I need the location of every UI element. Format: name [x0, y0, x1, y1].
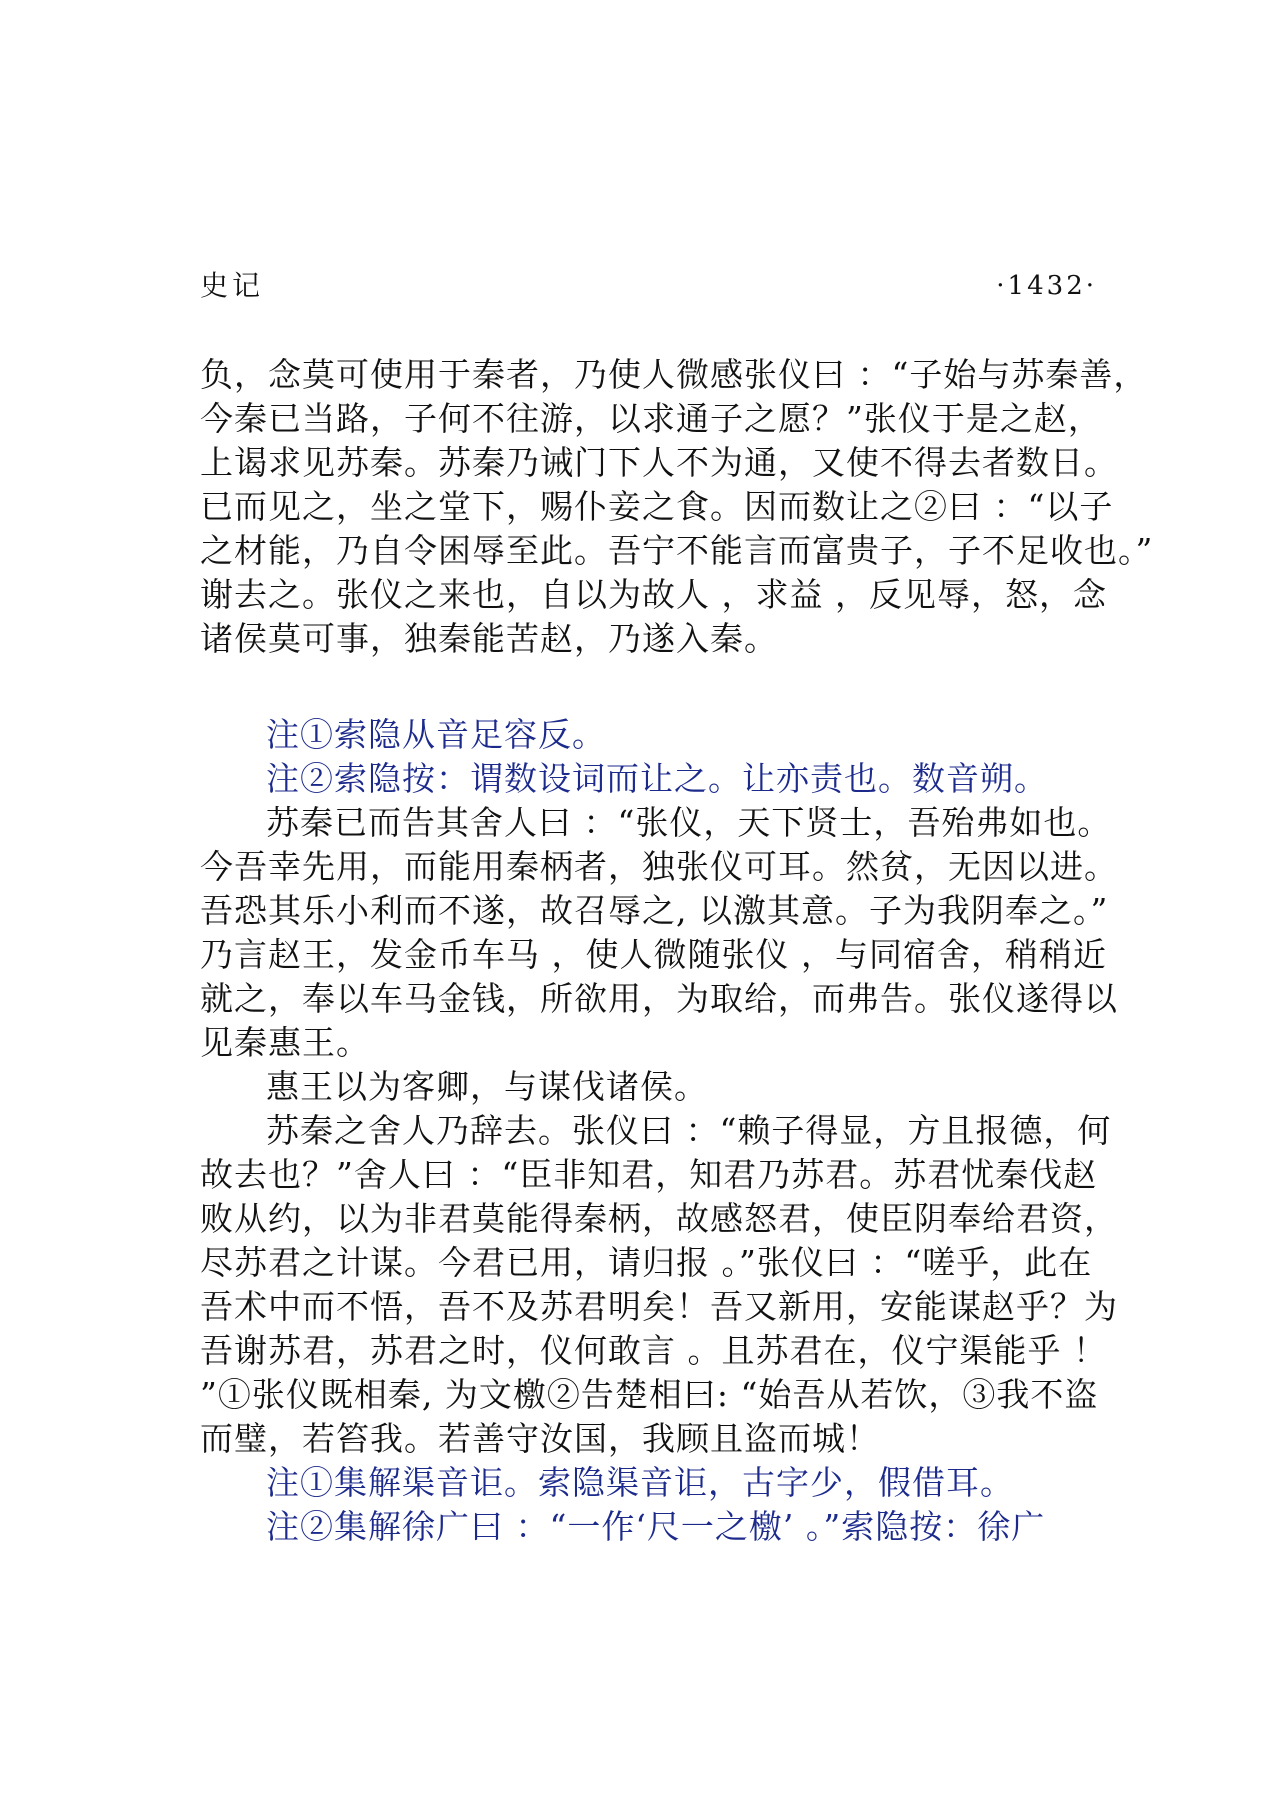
- text-line: 见秦惠王。: [200, 1023, 370, 1062]
- text-line: 谢去之。张仪之来也，自以为故人 ，求益 ，反见辱，怒，念: [200, 575, 1107, 614]
- text-line: 吾谢苏君，苏君之时，仪何敢言 。且苏君在，仪宁渠能乎 ！: [200, 1331, 1107, 1370]
- text-line: 已而见之，坐之堂下，赐仆妾之食。因而数让之②曰 ：“以子: [200, 487, 1114, 526]
- text-line: 故去也？”舍人曰 ：“臣非知君，知君乃苏君。苏君忧秦伐赵: [200, 1155, 1098, 1194]
- book-title: 史记: [200, 269, 265, 302]
- text-line: 今吾幸先用，而能用秦柄者，独张仪可耳。然贫，无因以进。: [200, 847, 1118, 886]
- annotation-line: 注②索隐按：谓数设词而让之。让亦责也。数音朔。: [266, 759, 1048, 798]
- text-line: 负，念莫可使用于秦者，乃使人微感张仪曰 ：“子始与苏秦善，: [200, 355, 1148, 394]
- text-line: 上谒求见苏秦。苏秦乃诫门下人不为通，又使不得去者数日。: [200, 443, 1118, 482]
- text-line: 乃言赵王，发金币车马 ，使人微随张仪 ，与同宿舍，稍稍近: [200, 935, 1107, 974]
- text-line: 尽苏君之计谋。今君已用，请归报 。”张仪曰 ：“嗟乎，此在: [200, 1243, 1093, 1282]
- text-line: 而璧，若笞我。若善守汝国，我顾且盗而城！: [200, 1419, 880, 1458]
- annotation-line: 注①索隐从音足容反。: [266, 715, 606, 754]
- text-line: 吾术中而不悟，吾不及苏君明矣！吾又新用，安能谋赵乎？为: [200, 1287, 1118, 1326]
- annotation-line: 注②集解徐广曰 ：“一作‘尺一之檄’ 。”索隐按：徐广: [266, 1507, 1046, 1546]
- text-line: 就之，奉以车马金钱，所欲用，为取给，而弗告。张仪遂得以: [200, 979, 1118, 1018]
- paragraph-gap: [200, 661, 1100, 713]
- text-line: 诸侯莫可事，独秦能苦赵，乃遂入秦。: [200, 619, 778, 658]
- text-line: 之材能，乃自令困辱至此。吾宁不能言而富贵子，子不足收也。”: [200, 531, 1154, 570]
- page-number: ·1432·: [996, 271, 1097, 301]
- text-line: ”①张仪既相秦, 为文檄②告楚相曰: “始吾从若饮，③我不盗: [200, 1375, 1099, 1414]
- body-text: [200, 353, 1154, 1549]
- text-line: 吾恐其乐小利而不遂，故召辱之, 以激其意。子为我阴奉之。”: [200, 891, 1109, 930]
- text-line: 败从约，以为非君莫能得秦柄，故感怒君，使臣阴奉给君资，: [200, 1199, 1118, 1238]
- running-head: [200, 266, 1097, 306]
- annotation-line: 注①集解渠音讵。索隐渠音讵，古字少，假借耳。: [266, 1463, 1014, 1502]
- text-line: 苏秦已而告其舍人曰 ：“张仪，天下贤士，吾殆弗如也。: [266, 803, 1112, 842]
- text-line: 苏秦之舍人乃辞去。张仪曰 ：“赖子得显，方且报德，何: [266, 1111, 1112, 1150]
- text-line: 今秦已当路，子何不往游，以求通子之愿？”张仪于是之赵，: [200, 399, 1102, 438]
- text-line: 惠王以为客卿，与谋伐诸侯。: [266, 1067, 708, 1106]
